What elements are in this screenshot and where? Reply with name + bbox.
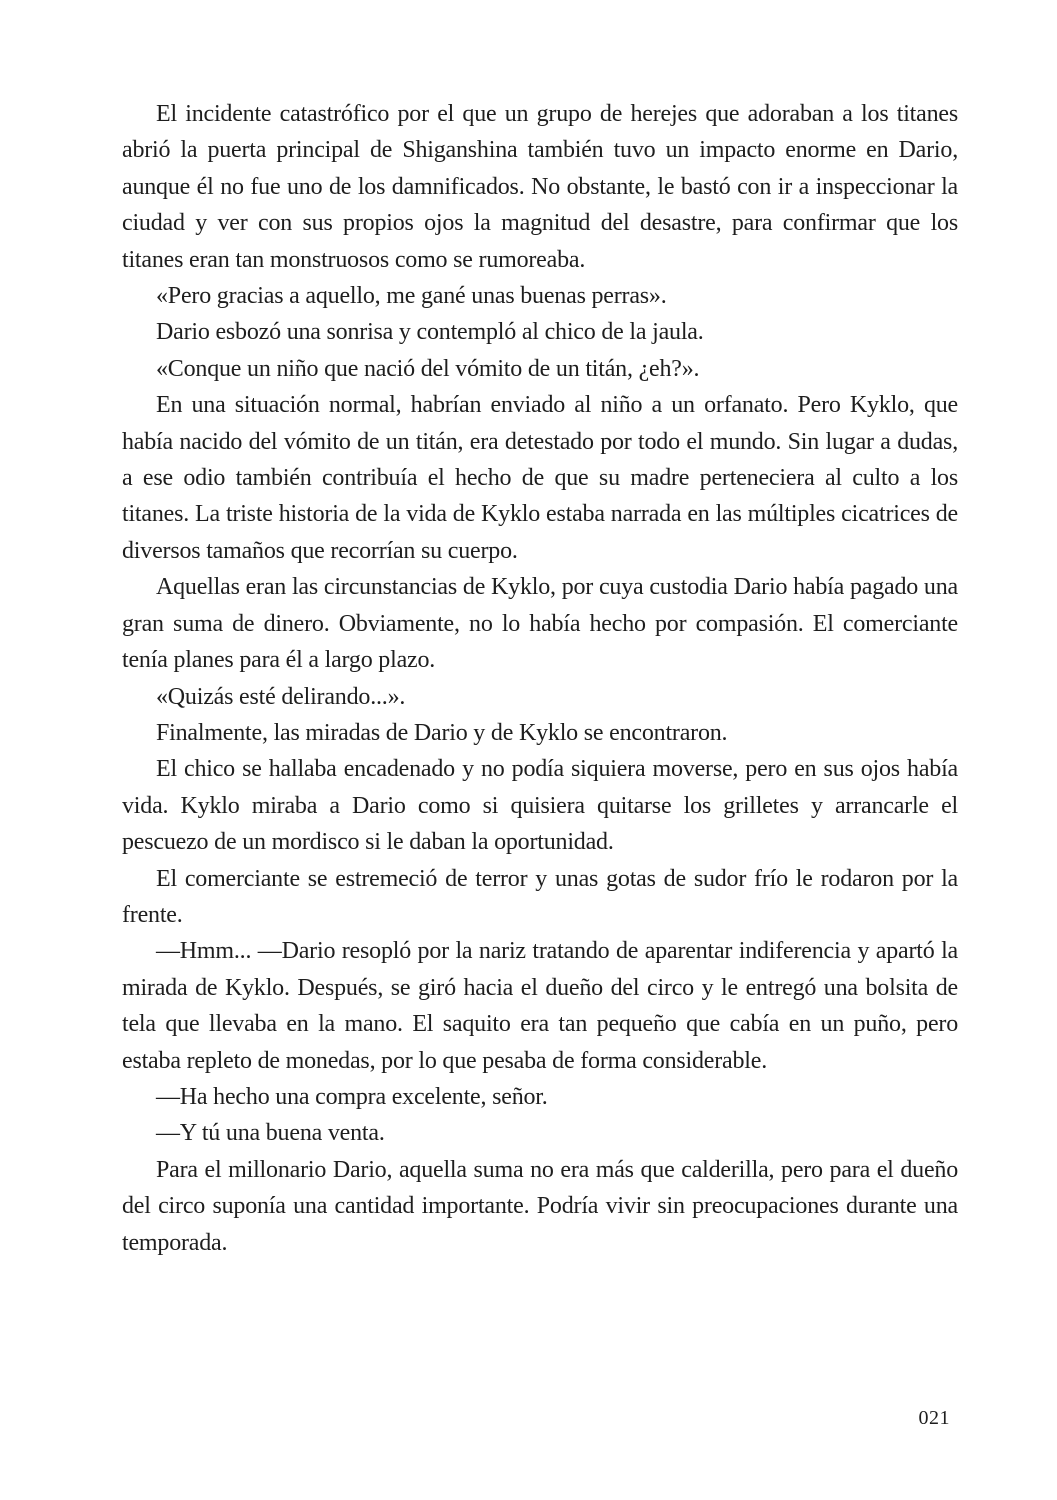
paragraph: —Y tú una buena venta.: [156, 1120, 385, 1147]
paragraph: En una situación normal, habrían enviado al niño a un orfanato. Pero Kyklo, que había nacido del vómito de un titán, era detestado por todo el mundo. Sin lugar a dudas, a ese odio también contribuía el hecho de que su madre perteneciera al culto a los titanes. La triste historia de la vida de Kyklo estaba narrada en las múltiples cicatrices de diversos tamaños que recorrían su cuerpo.: [122, 392, 958, 564]
paragraph: «Quizás esté delirando...».: [156, 683, 406, 710]
paragraph: El incidente catastrófico por el que un grupo de herejes que adoraban a los titanes abrió la puerta principal de Shiganshina también tuvo un impacto enorme en Dario, aunque él no fue uno de los damnificados. No obstante, le bastó con ir a inspeccionar la ciudad y ver con sus propios ojos la magnitud del desastre, para confirmar que los titanes eran tan monstruosos como se rumoreaba.: [122, 101, 958, 273]
paragraph: Para el millonario Dario, aquella suma no era más que calderilla, pero para el dueño del circo suponía una cantidad importante. Podría vivir sin preocupaciones durante una temporada.: [122, 1156, 958, 1256]
paragraph: Finalmente, las miradas de Dario y de Kyklo se encontraron.: [156, 719, 728, 746]
paragraph: «Pero gracias a aquello, me gané unas buenas perras».: [156, 283, 667, 310]
paragraph: «Conque un niño que nació del vómito de un titán, ¿eh?».: [156, 355, 700, 382]
page-number: 021: [918, 1407, 950, 1429]
body-text: [122, 96, 958, 1261]
paragraph: El chico se hallaba encadenado y no podía siquiera moverse, pero en sus ojos había vida. Kyklo miraba a Dario como si quisiera quitarse los grilletes y arrancarle el pescuezo de un mordisco si le daban la oportunidad.: [122, 756, 958, 856]
paragraph: El comerciante se estremeció de terror y unas gotas de sudor frío le rodaron por la frente.: [122, 865, 958, 928]
paragraph: Aquellas eran las circunstancias de Kyklo, por cuya custodia Dario había pagado una gran suma de dinero. Obviamente, no lo había hecho por compasión. El comerciante tenía planes para él a largo plazo.: [122, 574, 958, 674]
paragraph: —Ha hecho una compra excelente, señor.: [156, 1083, 548, 1110]
paragraph: Dario esbozó una sonrisa y contempló al chico de la jaula.: [156, 319, 704, 346]
paragraph: —Hmm... —Dario resopló por la nariz tratando de aparentar indiferencia y apartó la mirada de Kyklo. Después, se giró hacia el dueño del circo y le entregó una bolsita de tela que llevaba en la mano. El saquito era tan pequeño que cabía en un puño, pero estaba repleto de monedas, por lo que pesaba de forma considerable.: [122, 938, 958, 1074]
